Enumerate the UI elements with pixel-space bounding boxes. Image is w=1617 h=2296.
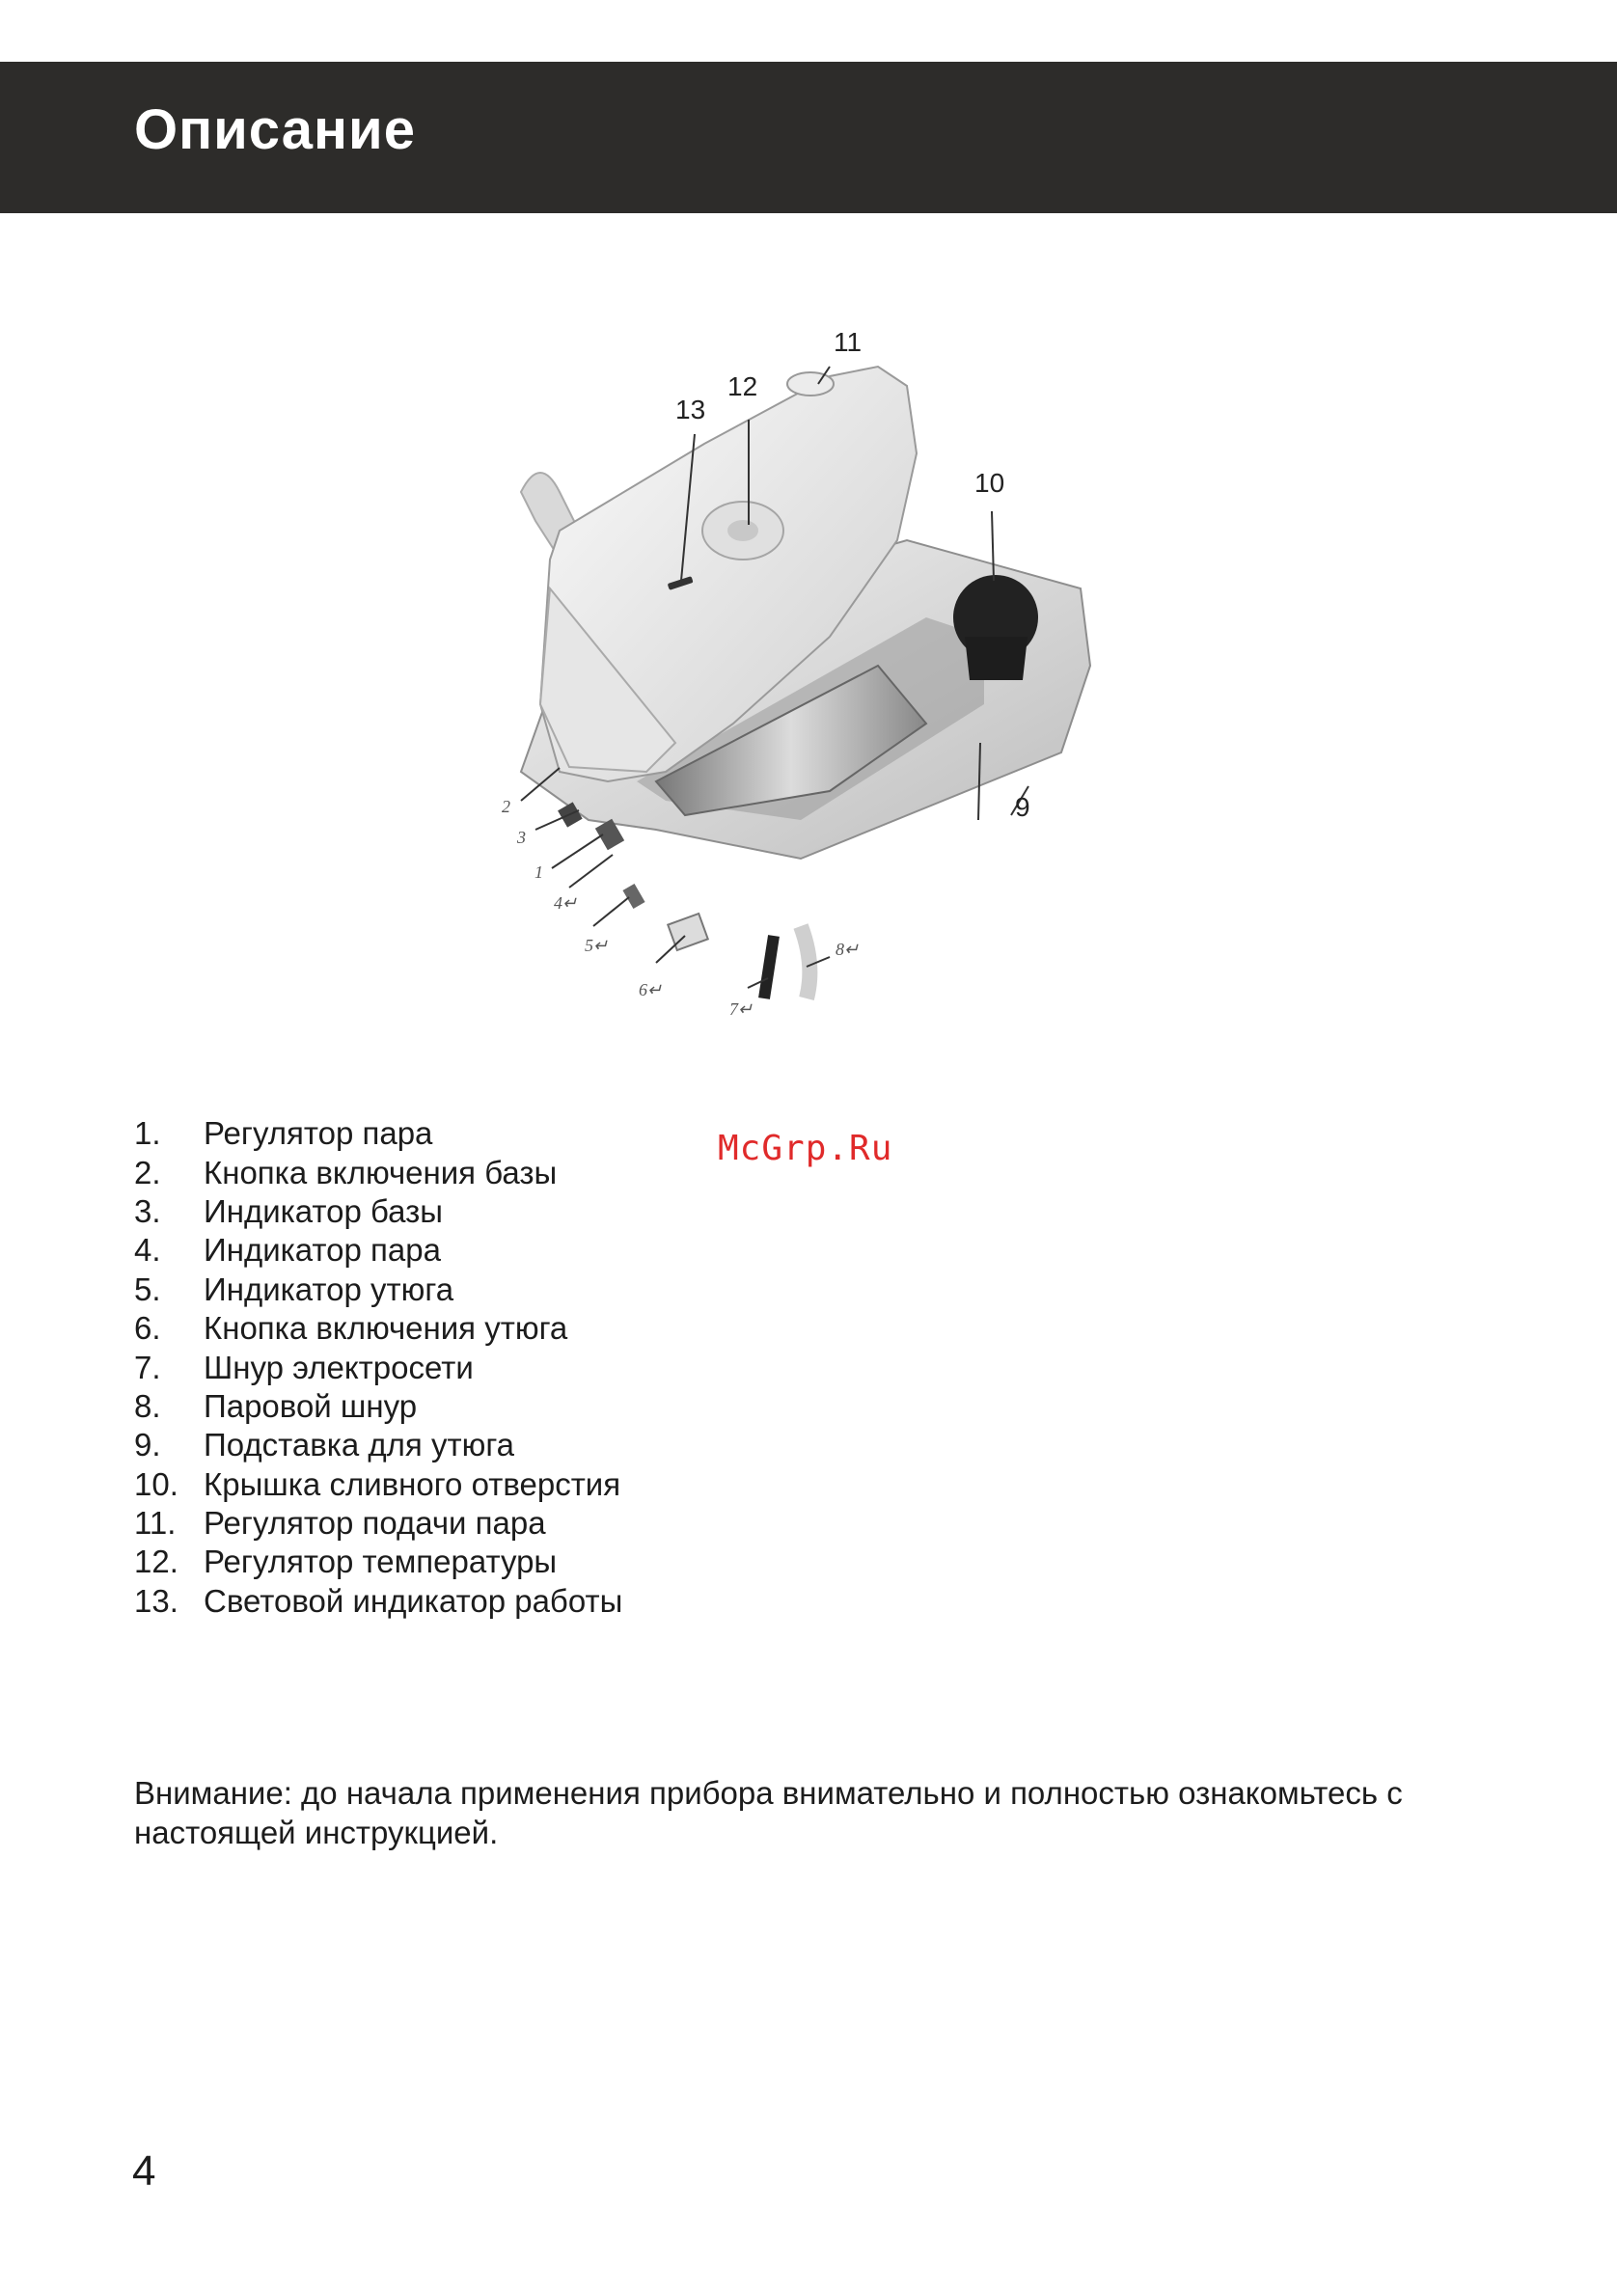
list-item-number: 12. bbox=[134, 1544, 178, 1580]
list-item-number: 7. bbox=[134, 1349, 161, 1385]
list-item-label: Кнопка включения базы bbox=[204, 1154, 558, 1190]
watermark: McGrp.Ru bbox=[718, 1129, 893, 1168]
list-item-label: Шнур электросети bbox=[204, 1349, 474, 1385]
power-cord bbox=[764, 936, 774, 998]
iron-illustration bbox=[482, 318, 1158, 1042]
list-item-number: 13. bbox=[134, 1582, 178, 1619]
steam-cord bbox=[801, 926, 809, 998]
list-item-label: Подставка для утюга bbox=[204, 1427, 514, 1463]
list-item bbox=[134, 1153, 622, 1191]
callout-4: 4↵ bbox=[554, 893, 578, 913]
list-item bbox=[134, 1309, 622, 1348]
list-item bbox=[134, 1231, 622, 1270]
callout-10: 10 bbox=[974, 468, 1005, 498]
list-item bbox=[134, 1543, 622, 1581]
iron-power-button bbox=[668, 914, 708, 950]
list-item bbox=[134, 1504, 622, 1543]
temperature-dial-center bbox=[727, 520, 758, 541]
callout-7: 7↵ bbox=[729, 999, 754, 1019]
callout-9: 9 bbox=[1015, 792, 1030, 822]
list-item-label: Регулятор подачи пара bbox=[204, 1505, 546, 1542]
list-item bbox=[134, 1348, 622, 1386]
list-item-number: 6. bbox=[134, 1310, 161, 1347]
tank-cap-base bbox=[965, 637, 1028, 680]
list-item-number: 10. bbox=[134, 1465, 178, 1502]
callout-2: 2 bbox=[502, 797, 510, 816]
page-number: 4 bbox=[132, 2147, 156, 2195]
iron-indicator-lamp bbox=[622, 884, 644, 909]
warning-note: Внимание: до начала применения прибора внимательно и полностью ознакомьтесь с настоящей инструкцией. bbox=[134, 1775, 1403, 1850]
list-item-label: Паровой шнур bbox=[204, 1387, 418, 1424]
list-item bbox=[134, 1465, 622, 1504]
list-item-label: Крышка сливного отверстия bbox=[204, 1465, 621, 1502]
list-item bbox=[134, 1387, 622, 1426]
list-item-number: 3. bbox=[134, 1192, 161, 1229]
steam-knob bbox=[787, 372, 834, 396]
iron-diagram bbox=[482, 318, 1158, 1042]
list-item bbox=[134, 1192, 622, 1231]
list-item-number: 8. bbox=[134, 1387, 161, 1424]
list-item-label: Световой индикатор работы bbox=[204, 1582, 623, 1619]
list-item-label: Индикатор базы bbox=[204, 1192, 444, 1229]
list-item bbox=[134, 1582, 622, 1621]
callout-8: 8↵ bbox=[836, 940, 860, 959]
callout-1: 1 bbox=[534, 862, 543, 882]
list-item-number: 11. bbox=[134, 1505, 177, 1542]
list-item-number: 1. bbox=[134, 1115, 161, 1152]
list-item-label: Кнопка включения утюга bbox=[204, 1310, 568, 1347]
list-item bbox=[134, 1426, 622, 1464]
list-item-number: 5. bbox=[134, 1271, 161, 1307]
list-item bbox=[134, 1271, 622, 1309]
list-item-label: Индикатор утюга bbox=[204, 1271, 454, 1307]
list-item-label: Индикатор пара bbox=[204, 1232, 441, 1269]
list-item-number: 9. bbox=[134, 1427, 161, 1463]
page-title: Описание bbox=[134, 98, 416, 161]
list-item-label: Регулятор температуры bbox=[204, 1544, 558, 1580]
list-item bbox=[134, 1114, 622, 1153]
callout-6: 6↵ bbox=[639, 980, 663, 999]
list-item-number: 4. bbox=[134, 1232, 161, 1269]
callout-13: 13 bbox=[675, 395, 706, 424]
parts-list bbox=[134, 1114, 622, 1621]
list-item-label: Регулятор пара bbox=[204, 1115, 433, 1152]
callout-5: 5↵ bbox=[585, 936, 609, 955]
callout-3: 3 bbox=[517, 828, 526, 847]
callout-11: 11 bbox=[834, 327, 863, 357]
list-item-number: 2. bbox=[134, 1154, 161, 1190]
callout-12: 12 bbox=[727, 371, 758, 401]
